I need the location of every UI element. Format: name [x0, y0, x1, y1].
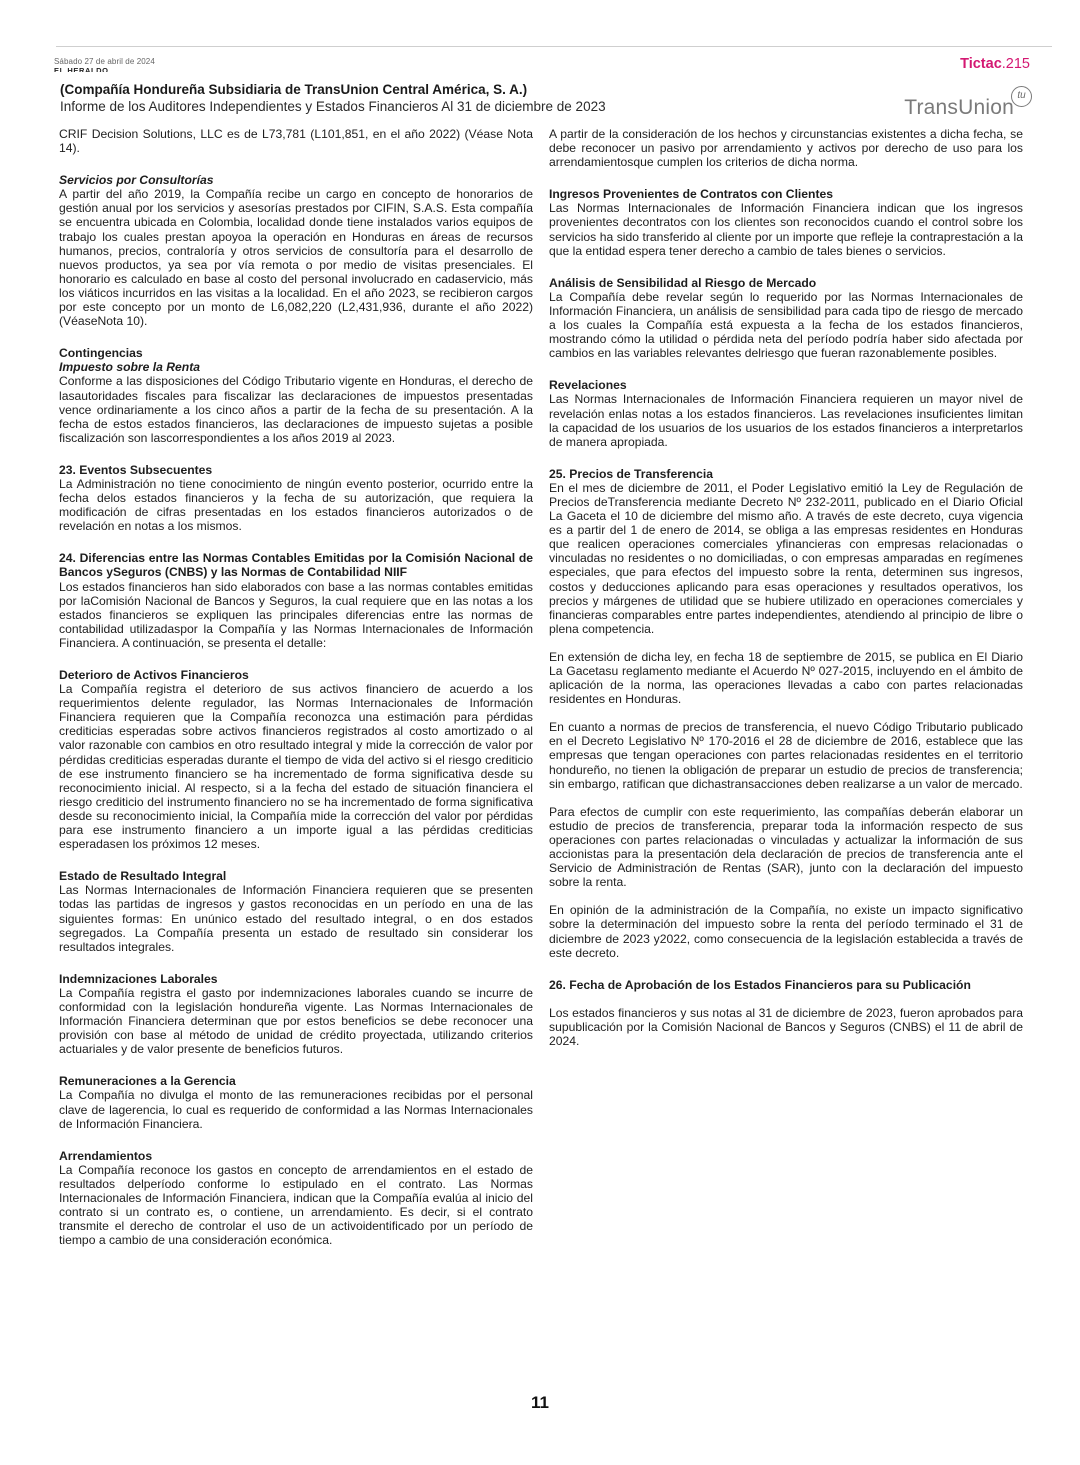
section-heading: Deterioro de Activos Financieros — [59, 668, 249, 682]
paragraph: A partir de la consideración de los hechos y circunstancias existentes a dicha fecha, se debe reconocer un pasivo por arrendamiento y activos por derecho de uso para los arrendamientosque cumplen los criterios de dicha norma. — [549, 127, 1023, 170]
report-title: Informe de los Auditores Independientes y Estados Financieros Al 31 de diciembre de 2023 — [60, 99, 606, 114]
paragraph: Las Normas Internacionales de Información Financiera requieren un mayor nivel de revelación enlas notas a los estados financieros. Las revelaciones insuficientes limitan la capacidad de los usuarios de los usuarios de los estados financieros a interpretarlos de manera apropiada. — [549, 392, 1023, 449]
paragraph: CRIF Decision Solutions, LLC es de L73,781 (L101,851, en el año 2022) (Véase Nota 14). — [59, 127, 533, 156]
paragraph: A partir del año 2019, la Compañía recibe un cargo en concepto de honorarios de gestión anual por los servicios y asesorías prestados por CIFIN, S.A.S. Esta compañía se encuentra ubicada en Colombia, localidad donde tiene instalados varios equipos de trabajo los cuales prestan apoyoa la operación en Honduras en áreas de recursos humanos, precios, contraloría y otros servicios de consultoría para el desarrollo de nuevos productos, ya sea por vía remota o por medio de visitas presenciales. El honorario es calculado en base al costo del personal involucrado en cadaservicio, más los viáticos incurridos en las visitas a la localidad. En el año 2023, se recibieron cargos por este concepto por un monto de L6,082,220 (L2,431,936, durante el año 2022) (VéaseNota 10). — [59, 187, 533, 329]
right-column — [549, 127, 1023, 1048]
paragraph: Los estados financieros han sido elaborados con base a las normas contables emitidas por laComisión Nacional de Bancos y Seguros, la cual requiere que en las notas a los estados financieros se expliquen las principales diferencias entre las normas de contabilidad utilizadaspor la Compañía y las Normas Internacionales de Información Financiera. A continuación, se presenta el detalle: — [59, 579, 533, 650]
paragraph: En opinión de la administración de la Compañía, no existe un impacto significativo sobre la determinación del impuesto sobre la renta del período terminado el 31 de diciembre de 2023 y2022, como consecuencia de la legislación establecida a través de este decreto. — [549, 903, 1023, 960]
transunion-logo — [882, 86, 1032, 120]
paragraph: Los estados financieros y sus notas al 31 de diciembre de 2023, fueron aprobados para supublicación por la Comisión Nacional de Bancos y Seguros (CNBS) el 11 de abril de 2024. — [549, 1005, 1023, 1048]
section-brand — [960, 56, 1030, 72]
paragraph: En cuanto a normas de precios de transferencia, el nuevo Código Tributario publicado en el Decreto Legislativo Nº 170-2016 el 28 de diciembre de 2016, establece que las empresas que tengan operaciones con partes relacionadas residentes en el territorio hondureño, no tienen la obligación de preparar un estudio de precios de transferencia; sin embargo, ratifican que dichastransacciones deben realizarse a un valor de mercado. — [549, 720, 1023, 791]
section-heading: Contingencias — [59, 346, 143, 361]
section-brand-name: Tictac — [960, 56, 1002, 72]
top-rule — [56, 46, 1052, 47]
paragraph: La Compañía reconoce los gastos en concepto de arrendamientos en el estado de resultados delperíodo conforme lo estipulado en el contrato. Las Normas Internacionales de Información Financiera, indican que la Compañía evalúa al inicio del contrato si un contrato es, o contiene, un arrendamiento. Es decir, si el contrato transmite el derecho de controlar el uso de un activoidentificado por un período de tiempo a cambio de una consideración económica. — [59, 1162, 533, 1248]
section-page-number: .215 — [1001, 56, 1030, 72]
section-heading: 26. Fecha de Aprobación de los Estados Financieros para su Publicación — [549, 977, 971, 992]
section-heading: 23. Eventos Subsecuentes — [59, 462, 213, 477]
section-heading: Revelaciones — [549, 378, 627, 393]
section-heading: Ingresos Provenientes de Contratos con Clientes — [549, 187, 834, 202]
paragraph: Conforme a las disposiciones del Código Tributario vigente en Honduras, el derecho de lasautoridades fiscales para fiscalizar las declaraciones de impuestos presentadas vence ordinariamente a los cinco años a partir de la fecha de su presentación. A la fecha de estos estados financieros, las declaraciones de impuesto sujetas a posible fiscalización son lascorrespondientes a los años 2019 al 2023. — [59, 374, 533, 445]
paragraph: Las Normas Internacionales de Información Financiera requieren que se presenten todas las partidas de ingresos y gastos reconocidas en un período en una de las siguientes formas: En unúnico estado del resultado integral, o en dos estados segregados. La Compañía presenta un estado de resultado sin considerar los resultados integrales. — [59, 883, 533, 954]
paragraph: En el mes de diciembre de 2011, el Poder Legislativo emitió la Ley de Regulación de Precios deTransferencia mediante Decreto Nº 232-2011, publicado en el Diario Oficial La Gaceta el 10 de diciembre del mismo año. A través de este decreto, cuya vigencia es a partir del 1 de enero de 2014, se obliga a las empresas residentes en Honduras que realicen operaciones comerciales yfinancieras con empresas relacionadas o vinculadas no residentes o no domiciliadas, o con empresas amparadas en regímenes especiales, que para efectos del impuesto sobre la renta, determinen sus ingresos, costos y deducciones aplicando para esas operaciones y resultados operativos, los precios y márgenes de utilidad que se hubiere utilizado en operaciones comerciales y financieras comparables entre partes independientes, atendiendo al principio de libre o plena competencia. — [549, 480, 1023, 636]
paragraph: La Compañía no divulga el monto de las remuneraciones recibidas por el personal clave de lagerencia, lo cual es requerido de conformidad a las Normas Internacionales de Información Financiera. — [59, 1088, 533, 1131]
section-heading: Remuneraciones a la Gerencia — [59, 1074, 236, 1089]
paragraph: La Administración no tiene conocimiento de ningún evento posterior, ocurrido entre la fecha delos estados financieros y la fecha de su autorización, que requiera la modificación de cifras presentadas en los estados financieros autorizados o de revelación en notas a los mismos. — [59, 476, 533, 534]
section-heading: Estado de Resultado Integral — [59, 869, 227, 884]
paragraph: Para efectos de cumplir con este requerimiento, las compañías deberán elaborar un estudio de precios de transferencia, preparar toda la información respecto de sus operaciones con partes relacionadas o vinculadas y actualizar la información de sus accionistas para la presentación dela declaración de precios de transferencia ante el Servicio de Administración de Rentas (SAR), junto con la declaración del impuesto sobre la renta. — [549, 804, 1023, 890]
section-heading: Análisis de Sensibilidad al Riesgo de Mercado — [549, 275, 817, 290]
page-number: 11 — [531, 1393, 549, 1412]
tu-logo-icon: tu — [1011, 86, 1032, 107]
section-heading: Arrendamientos — [59, 1148, 153, 1163]
paragraph: En extensión de dicha ley, en fecha 18 de septiembre de 2015, se publica en El Diario La Gacetasu reglamento mediante el Acuerdo Nº 027-2015, incluyendo en el ámbito de aplicación de la norma, las operaciones llevadas a cabo con partes relacionadas residentes en Honduras. — [549, 649, 1023, 707]
section-heading: Servicios por Consultorías — [59, 173, 214, 188]
publication-date: Sábado 27 de abril de 2024 — [54, 57, 155, 66]
paragraph: La Compañía registra el gasto por indemnizaciones laborales cuando se incurre de conformidad con la legislación hondureña vigente. Las Normas Internacionales de Información Financiera determinan que por estos beneficios se debe reconocer una provisión con base al método de unidad de crédito proyectada, utilizando criterios actuariales y de valor presente de beneficios futuros. — [59, 985, 533, 1057]
section-heading: 24. Diferencias entre las Normas Contables Emitidas por la Comisión Nacional de Bancos ySeguros (CNBS) y las Normas de Contabilidad NIIF — [59, 551, 533, 580]
section-heading: 25. Precios de Transferencia — [549, 466, 713, 481]
newspaper-name: EL HERALDO — [54, 66, 109, 72]
subsection-heading: Impuesto sobre la Renta — [59, 360, 200, 375]
section-heading: Indemnizaciones Laborales — [59, 971, 218, 986]
left-column — [59, 127, 533, 1247]
company-title: (Compañía Hondureña Subsidiaria de TransUnion Central América, S. A.) — [60, 82, 528, 97]
logo-text: TransUnion — [904, 96, 1014, 119]
paragraph: La Compañía registra el deterioro de sus activos financiero de acuerdo a los requerimientos delente regulador, las Normas Internacionales de Información Financiera requieren que la Compañía reconozca una estimación para pérdidas crediticias esperadas sobre activos financieros registrados al costo amortizado o al valor razonable con cambios en otro resultado integral y mide la corrección de valor por pérdidas crediticias esperadas durante el tiempo de vida del activo si el riesgo crediticio de ese instrumento financiero se ha incrementado de forma significativa desde su reconocimiento inicial. Al respecto, si a la fecha del estado de situación financiera el riesgo crediticio del instrumento financiero no se ha incrementado de forma significativa desde su reconocimiento inicial, la Compañía mide la corrección del valor por pérdidas para ese instrumento financiero a un importe igual a las pérdidas crediticias esperadasen los próximos 12 meses. — [59, 682, 533, 852]
paragraph: Las Normas Internacionales de Información Financiera indican que los ingresos provenientes decontratos con los clientes son reconocidos cuando el control sobre los servicios ha sido transferido al cliente por un importe que refleje la contraprestación a la que la entidad espera tener derecho a cambio de tales bienes o servicios. — [549, 201, 1023, 258]
paragraph: La Compañía debe revelar según lo requerido por las Normas Internacionales de Información Financiera, un análisis de sensibilidad para cada tipo de riesgo de mercado a los cuales la Compañía está expuesta a la fecha de los estados financieros, mostrando cómo la utilidad o pérdida neta del período podría haber sido afectada por cambios en las variables relevantes delriesgo que fueran razonablemente posibles. — [549, 289, 1023, 361]
